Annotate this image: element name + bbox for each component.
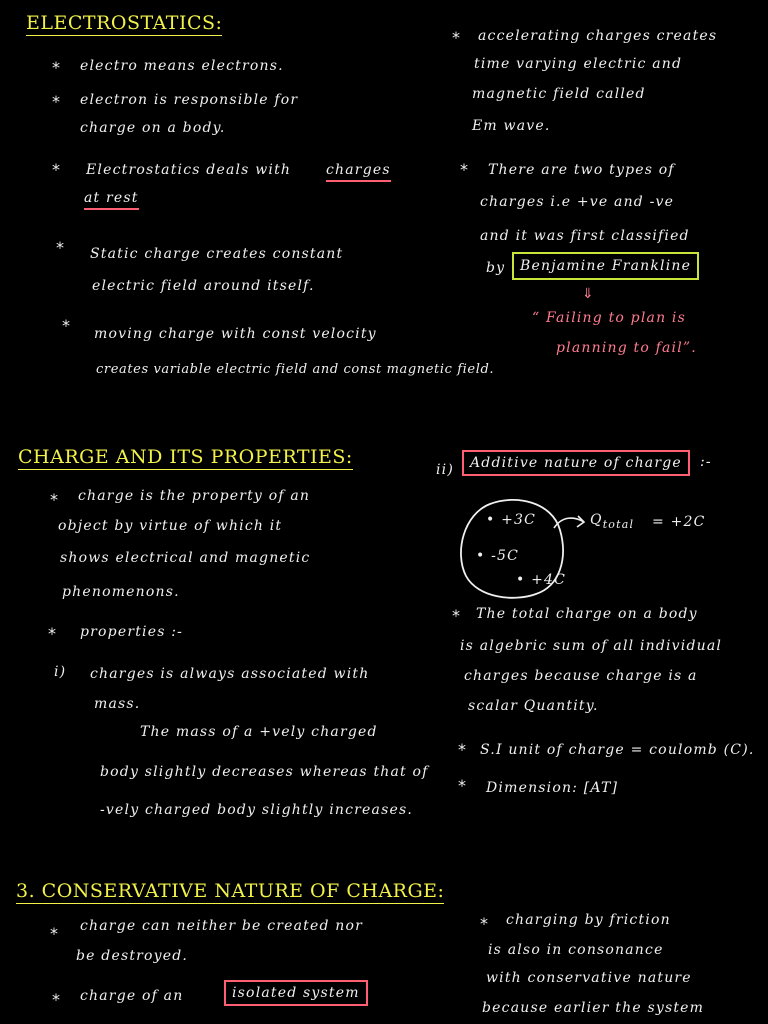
note-line: Static charge creates constant bbox=[90, 246, 344, 262]
note-line: There are two types of bbox=[488, 162, 675, 178]
bullet-star: * bbox=[452, 28, 460, 47]
note-line: creates variable electric field and const magnetic field. bbox=[96, 362, 495, 377]
charge-label: • +3C bbox=[486, 512, 537, 528]
bullet-star: * bbox=[480, 914, 488, 933]
highlight-at-rest: at rest bbox=[84, 190, 139, 210]
bullet-star: * bbox=[50, 490, 58, 509]
note-line: with conservative nature bbox=[486, 970, 692, 986]
note-line: Dimension: [AT] bbox=[486, 780, 619, 796]
note-line: object by virtue of which it bbox=[58, 518, 283, 534]
highlight-benjamine-frankline: Benjamine Frankline bbox=[512, 252, 699, 280]
note-line: because earlier the system bbox=[482, 1000, 705, 1016]
note-line: charging by friction bbox=[506, 912, 671, 928]
note-line: time varying electric and bbox=[474, 56, 683, 72]
section-title-electrostatics: ELECTROSTATICS: bbox=[26, 12, 223, 34]
note-line: is also in consonance bbox=[488, 942, 664, 958]
highlight-charges: charges bbox=[326, 162, 391, 182]
bullet-star: * bbox=[52, 58, 60, 77]
note-line: accelerating charges creates bbox=[478, 28, 718, 44]
bullet-star: * bbox=[458, 776, 466, 795]
note-line: body slightly decreases whereas that of bbox=[100, 764, 429, 780]
note-line: electro means electrons. bbox=[80, 58, 284, 74]
note-line: electric field around itself. bbox=[92, 278, 315, 294]
bullet-star: * bbox=[62, 316, 70, 335]
note-line: mass. bbox=[94, 696, 141, 712]
note-line: charge on a body. bbox=[80, 120, 226, 136]
bullet-star: * bbox=[56, 238, 64, 257]
note-line: be destroyed. bbox=[76, 948, 189, 964]
note-line: The mass of a +vely charged bbox=[140, 724, 378, 740]
note-line: The total charge on a body bbox=[476, 606, 698, 622]
highlight-isolated-system: isolated system bbox=[224, 980, 368, 1006]
note-line: -vely charged body slightly increases. bbox=[100, 802, 413, 818]
q-total-value: = +2C bbox=[652, 514, 706, 530]
highlight-additive-nature: Additive nature of charge bbox=[462, 450, 690, 476]
bullet-star: * bbox=[52, 990, 60, 1009]
note-line: :- bbox=[700, 454, 712, 470]
quote-line: planning to fail”. bbox=[556, 340, 697, 356]
charge-label: • +4C bbox=[516, 572, 567, 588]
quote-line: “ Failing to plan is bbox=[532, 310, 686, 326]
note-line: charge is the property of an bbox=[78, 488, 311, 504]
bullet-star: * bbox=[452, 606, 460, 625]
note-line: moving charge with const velocity bbox=[94, 326, 377, 342]
total-subscript: total bbox=[602, 517, 635, 531]
list-marker: i) bbox=[54, 664, 67, 680]
note-line: magnetic field called bbox=[472, 86, 646, 102]
note-line: Electrostatics deals with bbox=[86, 162, 292, 178]
bullet-star: * bbox=[50, 924, 58, 943]
section-title-charge-properties: CHARGE AND ITS PROPERTIES: bbox=[18, 446, 353, 468]
note-line: electron is responsible for bbox=[80, 92, 299, 108]
charge-label: • -5C bbox=[476, 548, 520, 564]
section-title-conservative-nature: 3. CONSERVATIVE NATURE OF CHARGE: bbox=[16, 880, 445, 902]
q-total-symbol bbox=[590, 512, 634, 531]
note-line: charge of an bbox=[80, 988, 184, 1004]
q-symbol: Q bbox=[590, 512, 603, 528]
down-arrow-icon: ⇓ bbox=[582, 286, 594, 302]
note-line: S.I unit of charge = coulomb (C). bbox=[480, 742, 755, 758]
note-line: is algebric sum of all individual bbox=[460, 638, 723, 654]
note-line: charges is always associated with bbox=[90, 666, 370, 682]
bullet-star: * bbox=[48, 624, 56, 643]
note-line: by bbox=[486, 260, 506, 276]
bullet-star: * bbox=[458, 740, 466, 759]
note-line: scalar Quantity. bbox=[468, 698, 599, 714]
note-line: charges because charge is a bbox=[464, 668, 698, 684]
bullet-star: * bbox=[52, 160, 60, 179]
note-line: charges i.e +ve and -ve bbox=[480, 194, 675, 210]
bullet-star: * bbox=[460, 160, 468, 179]
note-line: and it was first classified bbox=[480, 228, 690, 244]
bullet-star: * bbox=[52, 92, 60, 111]
note-line: charge can neither be created nor bbox=[80, 918, 364, 934]
note-line: Em wave. bbox=[472, 118, 551, 134]
note-line: properties :- bbox=[80, 624, 184, 640]
note-line: phenomenons. bbox=[62, 584, 180, 600]
list-marker: ii) bbox=[436, 462, 455, 478]
note-line: shows electrical and magnetic bbox=[60, 550, 311, 566]
arrow-icon bbox=[552, 512, 588, 534]
